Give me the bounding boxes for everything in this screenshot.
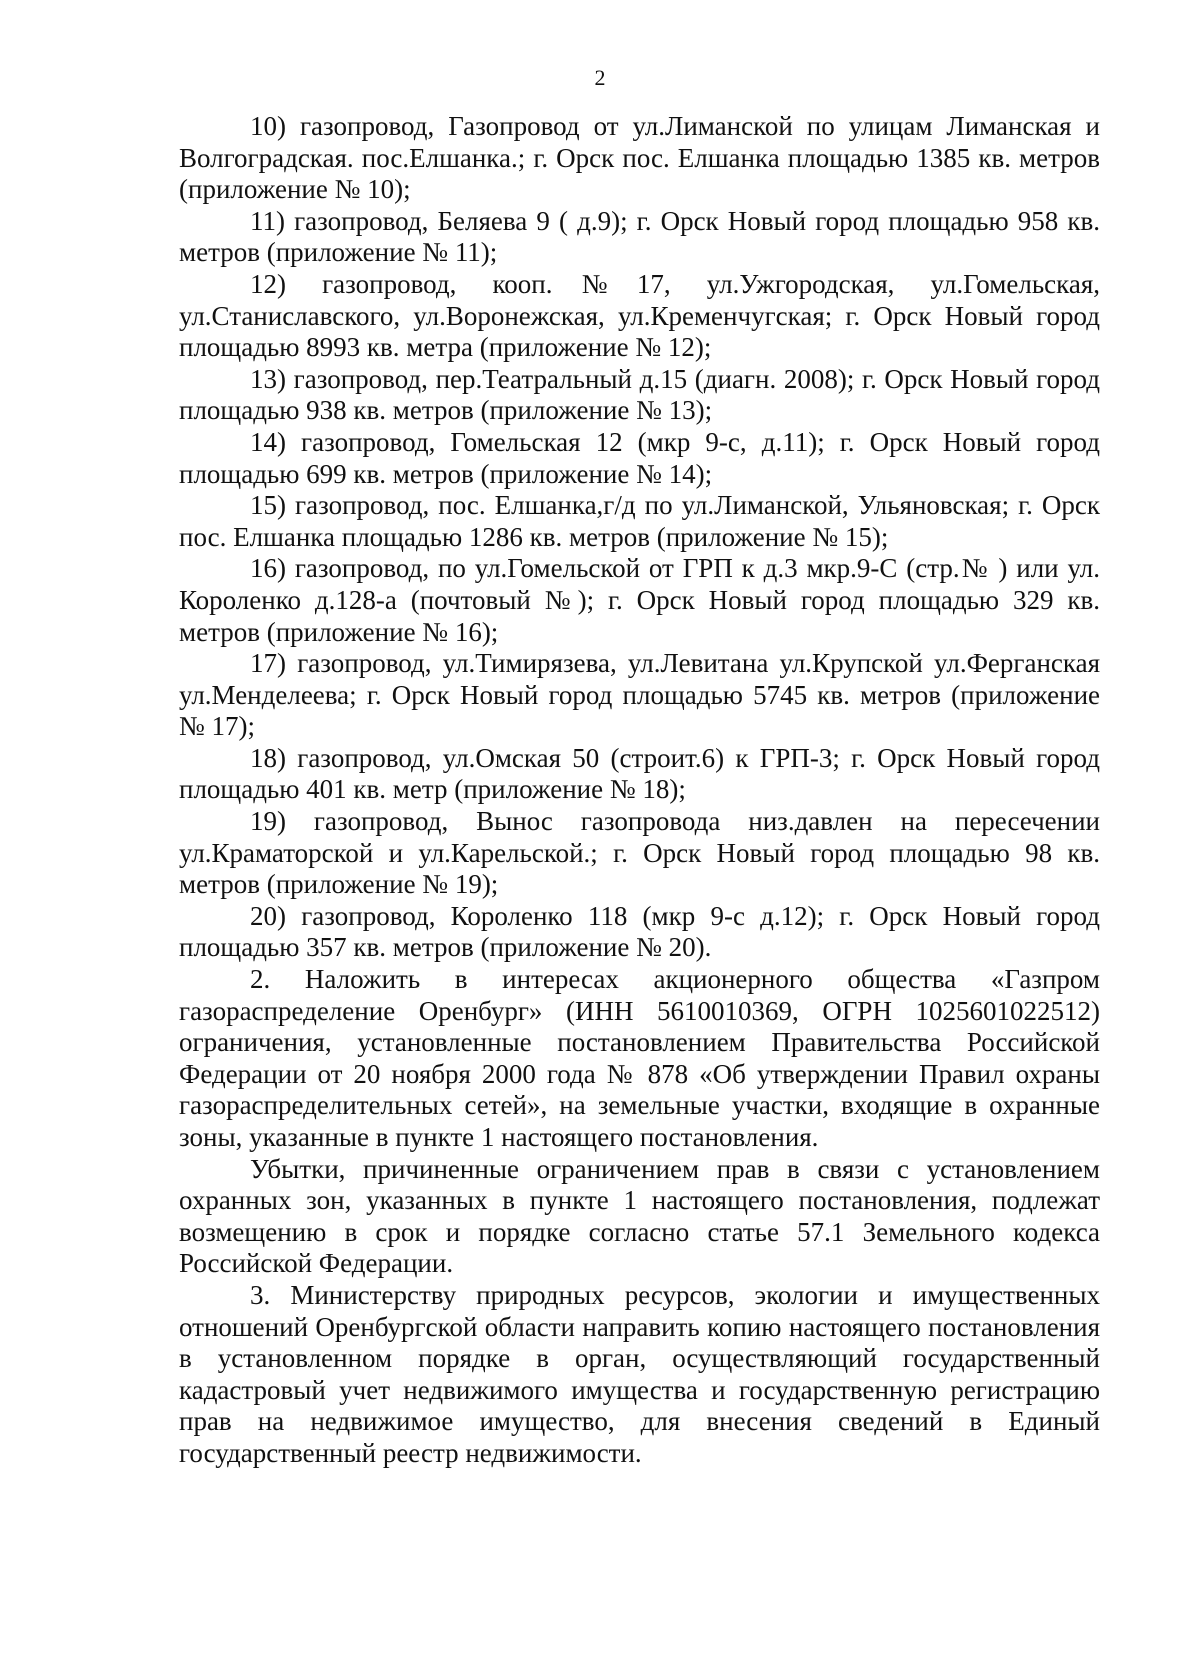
page-number: 2: [594, 65, 606, 90]
list-item-18: 18) газопровод, ул.Омская 50 (строит.6) к ГРП-3; г. Орск Новый город площадью 401 кв. метр (приложение № 18);: [179, 742, 1100, 805]
list-item-12: 12) газопровод, кооп.№17, ул.Ужгородская, ул.Гомельская, ул.Станиславского, ул.Воронежская, ул.Кременчугская; г. Орск Новый город площадью 8993 кв. метра (приложение № 12);: [179, 268, 1100, 363]
clause-2-losses: Убытки, причиненные ограничением прав в связи с установлением охранных зон, указанных в пункте 1 настоящего постановления, подлежат возмещению в срок и порядке согласно статье 57.1 Земельного кодекса Российской Федерации.: [179, 1153, 1100, 1279]
list-item-10: 10) газопровод, Газопровод от ул.Лиманской по улицам Лиманская и Волгоградская. пос.Елшанка.; г. Орск пос. Елшанка площадью 1385 кв. метров (приложение № 10);: [179, 111, 1100, 205]
list-item-17: 17) газопровод, ул.Тимирязева, ул.Левитана ул.Крупской ул.Ферганская ул.Менделеева; г. Орск Новый город площадью 5745 кв. метров (приложение № 17);: [179, 648, 1100, 742]
list-item-14: 14) газопровод, Гомельская 12 (мкр 9-с, д.11); г. Орск Новый город площадью 699 кв. метров (приложение № 14);: [179, 426, 1100, 489]
document-body: [179, 111, 1100, 1470]
clause-3: 3. Министерству природных ресурсов, экологии и имущественных отношений Оренбургской области направить копию настоящего постановления в установленном порядке в орган, осуществляющий государственный кадастровый учет недвижимого имущества и государственную регистрацию прав на недвижимое имущество, для внесения сведений в Единый государственный реестр недвижимости.: [179, 1279, 1100, 1468]
list-item-19: 19) газопровод, Вынос газопровода низ.давлен на пересечении ул.Краматорской и ул.Карельской.; г. Орск Новый город площадью 98 кв. метров (приложение № 19);: [179, 806, 1100, 900]
list-item-20: 20) газопровод, Короленко 118 (мкр 9-с д.12); г. Орск Новый город площадью 357 кв. метров (приложение № 20).: [179, 900, 1100, 963]
list-item-11: 11) газопровод, Беляева 9 ( д.9); г. Орск Новый город площадью 958 кв. метров (приложение № 11);: [179, 205, 1100, 268]
list-item-15: 15) газопровод, пос. Елшанка,г/д по ул.Лиманской, Ульяновская; г. Орск пос. Елшанка площадью 1286 кв. метров (приложение № 15);: [179, 490, 1100, 552]
list-item-16: 16) газопровод, по ул.Гомельской от ГРП к д.3 мкр.9-С (стр.№ ) или ул. Короленко д.128-а (почтовый №); г. Орск Новый город площадью 329 кв. метров (приложение № 16);: [179, 553, 1100, 647]
clause-2: 2. Наложить в интересах акционерного общества «Газпром газораспределение Оренбург» (ИНН 5610010369, ОГРН 1025601022512) ограничения, установленные постановлением Правительства Российской Федерации от 20 ноября 2000 года № 878 «Об утверждении Правил охраны газораспределительных сетей», на земельные участки, входящие в охранные зоны, указанные в пункте 1 настоящего постановления.: [179, 964, 1100, 1152]
list-item-13: 13) газопровод, пер.Театральный д.15 (диагн. 2008); г. Орск Новый город площадью 938 кв. метров (приложение № 13);: [179, 363, 1100, 426]
